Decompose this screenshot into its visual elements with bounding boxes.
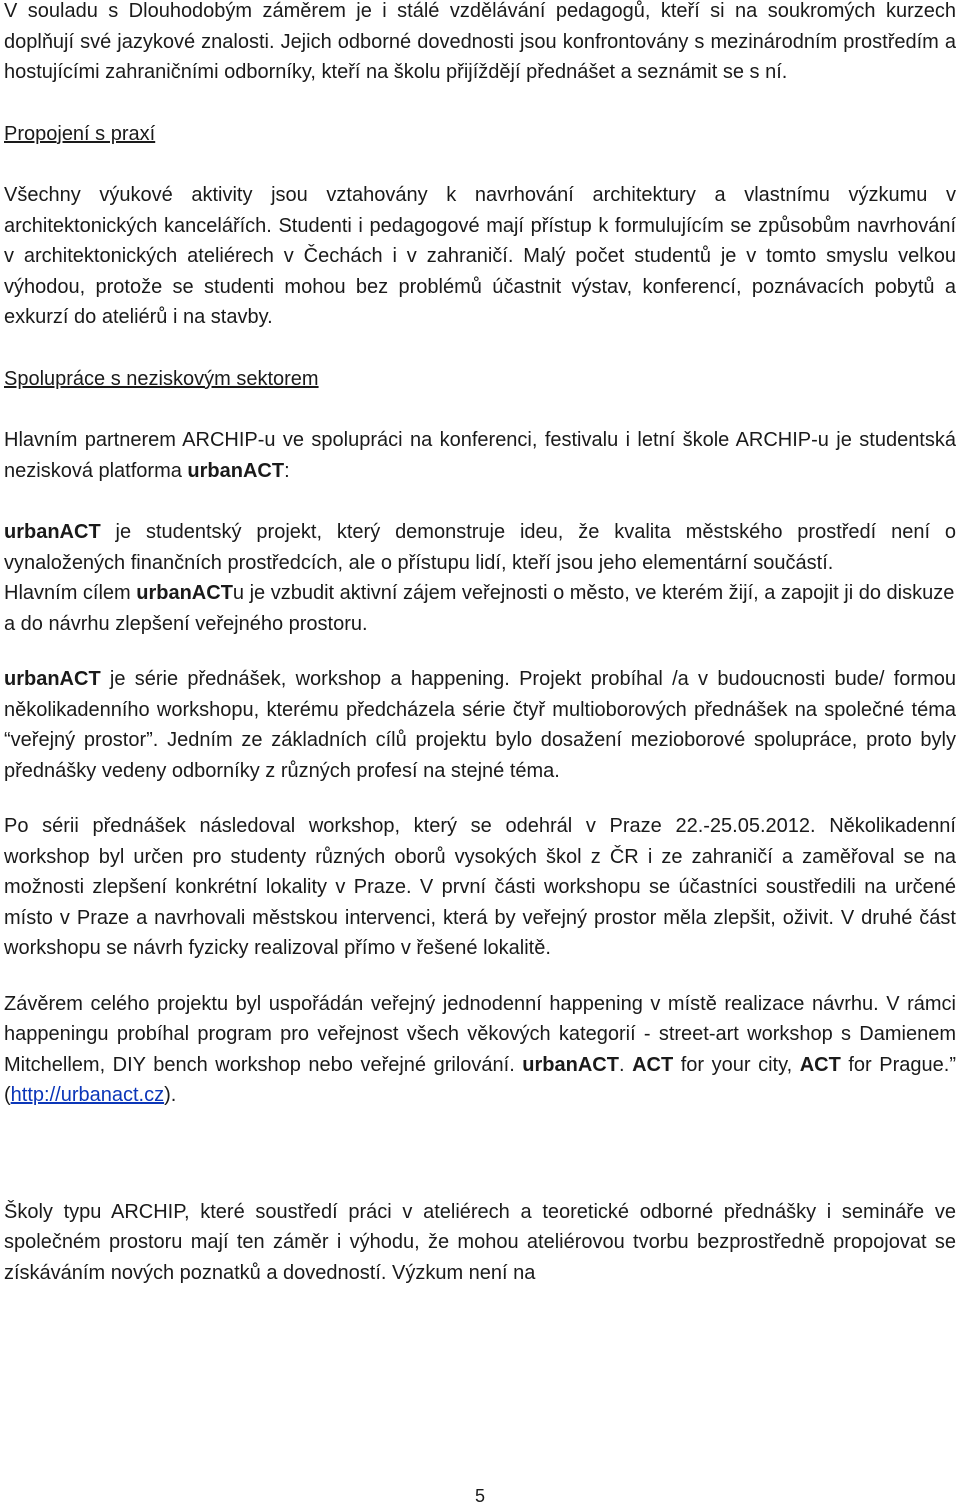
act-bold: ACT [632,1053,674,1076]
text: Hlavním cílem [4,582,137,604]
text: u je vzbudit aktivní zájem veřejnosti o město, ve kterém žijí, a zapojit ji do diskuze a do návrhu zlepšení veřejného prostoru. [4,582,955,635]
text: . [618,1053,633,1076]
urbanact-bold: urbanACT [4,668,101,690]
paragraph-urbanact-definition [4,517,956,578]
text: je studentský projekt, který demonstruje ideu, že kvalita městského prostředí není o vynaložených finančních prostředcích, ale o přístupu lidí, kteří jsou jeho elementární součástí. [4,521,956,574]
text: je série přednášek, workshop a happening. Projekt probíhal /a v budoucnosti bude/ formou několikadenního workshopu, kterému předcházela série čtyř multioborových přednášek na společné téma “veřejný prostor”. Jedním ze základních cílů projektu bylo dosažení mezioborové spolupráce, proto byly přednášky vedeny odborníky z různých profesí na stejné téma. [4,668,956,782]
text: for Prague.” ( [4,1053,956,1106]
urbanact-bold: urbanACT [4,521,101,543]
text: ). [164,1084,177,1106]
text: for your city, [673,1053,800,1076]
page-number: 5 [474,1486,485,1506]
urbanact-bold: urbanACT [136,582,233,604]
paragraph-urbanact-series [4,664,956,786]
paragraph-urbanact-goal [4,578,956,639]
text: Závěrem celého projektu byl uspořádán veřejný jednodenní happening v místě realizace návrhu. V rámci happeningu probíhal program pro veřejnost všech věkových kategorií - street-art workshop s Damienem Mitchellem, DIY bench workshop nebo veřejné grilování. [4,992,956,1076]
heading-spoluprace-neziskovy-sektor: Spolupráce s neziskovým sektorem [4,367,319,390]
urbanact-bold: urbanACT [522,1053,619,1076]
document-page [4,0,956,1288]
text: : [284,459,290,482]
act-bold: ACT [799,1053,841,1076]
paragraph-practice: Všechny výukové aktivity jsou vztahovány k navrhování architektury a vlastnímu výzkumu v architektonických kancelářích. Studenti i pedagogové mají přístup k formulujícím se způsobům navrhování v architektonických ateliérech v Čechách i v zahraničí. Malý počet studentů je v tomto smyslu velkou výhodou, protože se studenti mohou bez problémů účastnit výstav, konferencí, poznávacích pobytů a exkurzí do ateliérů i na stavby. [4,184,956,328]
urbanact-link[interactable]: http://urbanact.cz [10,1084,165,1106]
heading-propojeni-s-praxi: Propojení s praxí [4,122,156,145]
text: Hlavním partnerem ARCHIP-u ve spolupráci na konferenci, festivalu i letní škole ARCHIP-u je studentská nezisková platforma [4,429,956,482]
paragraph-continuing-education: V souladu s Dlouhodobým záměrem je i stálé vzdělávání pedagogů, kteří si na soukromých kurzech doplňují své jazykové znalosti. Jejich odborné dovednosti jsou konfrontovány s mezinárodním prostředím a hostujícími zahraničními odborníky, kteří na školu přijíždějí přednášet a seznámit se s ní. [4,0,956,83]
paragraph-partner [4,425,956,486]
paragraph-archip-schools: Školy typu ARCHIP, které soustředí práci v ateliérech a teoretické odborné přednášky i semináře ve společném prostoru mají ten záměr i výhodu, že mohou ateliérovou tvorbu bezprostředně propojovat se získáváním nových poznatků a dovedností. Výzkum není na [4,1200,956,1284]
paragraph-workshop: Po sérii přednášek následoval workshop, který se odehrál v Praze 22.-25.05.2012. Několikadenní workshop byl určen pro studenty různých oborů vysokých škol z ČR i ze zahraničí a zaměřoval se na možnosti zlepšení konkrétní lokality v Praze. V první části workshopu se účastníci soustředili na určené místo v Praze a navrhovali městskou intervenci, která by veřejný prostor měla zlepšit, oživit. V druhé část workshopu se návrh fyzicky realizoval přímo v řešené lokalitě. [4,815,956,959]
paragraph-happening [4,989,956,1111]
urbanact-bold: urbanACT [187,459,285,482]
